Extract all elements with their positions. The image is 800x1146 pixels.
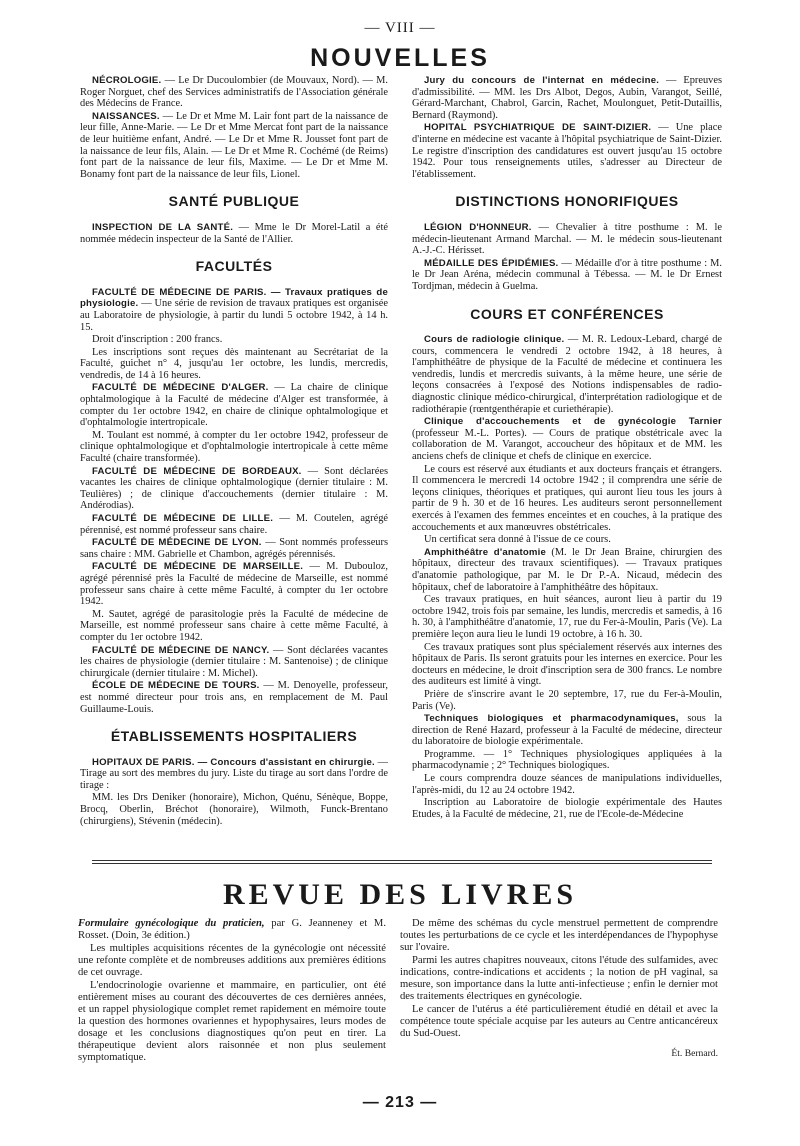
paragraph xyxy=(80,334,388,346)
paragraph xyxy=(412,773,722,796)
review-right-column xyxy=(400,918,718,1060)
heading-distinctions: DISTINCTIONS HONORIFIQUES xyxy=(455,193,679,210)
paragraph xyxy=(412,642,722,688)
paragraph-lead: FACULTÉ DE MÉDECINE DE PARIS. — Travaux pratiques de physiologie. xyxy=(80,286,388,310)
paragraph-text: Droit d'inscription : 200 francs. xyxy=(92,334,223,346)
paragraph xyxy=(412,749,722,772)
paragraph-text: — Sont nommés professeurs sans chaire : MM. Gabrielle et Chambon, agrégés pérennisés. xyxy=(80,537,389,560)
paragraph xyxy=(80,75,388,110)
book-authors: par G. Jeanneney et M. Rosset. (Doin, 3e édition.) xyxy=(78,918,386,941)
paragraph xyxy=(412,416,722,462)
cours-block xyxy=(412,334,722,820)
paragraph-text: — M. Coutelen, agrégé pérennisé, est nommé professeur sans chaire. xyxy=(80,513,389,536)
paragraph xyxy=(80,513,388,536)
internat-block xyxy=(412,75,722,180)
paragraph-lead: Techniques biologiques et pharmacodynamiques, xyxy=(424,713,679,725)
paragraph-text: Ces travaux pratiques, en huit séances, auront lieu à partir du 19 octobre 1942, trois fois par semaine, les lundis, mercredis et samedis, à 16 h. 30, à l'amphithéâtre d'anatomie, 17, rue du Fer-à-Moulin, Paris (Ve). La première leçon aura lieu le lundi 19 octobre, à 16 h. 30. xyxy=(412,594,722,640)
paragraph-text: — Sont déclarées vacantes les chaires de physiologie (dernier titulaire : M. Santenoise) ; de clinique chirurgicale (dernier titulaire : M. Michel). xyxy=(80,644,388,679)
paragraph xyxy=(412,464,722,534)
paragraph-text: M. Toulant est nommé, à compter du 1er octobre 1942, professeur de clinique ophtalmologique et d'ophtalmologie intertropicale à cette même Faculté (chaire transformée). xyxy=(80,429,388,465)
paragraph xyxy=(412,75,722,121)
heading-sante-publique: SANTÉ PUBLIQUE xyxy=(168,193,300,210)
paragraph xyxy=(80,466,388,512)
paragraph-text: — La chaire de clinique ophtalmologique à la Faculté de médecine d'Alger est transformée, à compter du 1er octobre 1942, en chaire de clinique ophtalmologique et d'ophtalmologie intertropicale. xyxy=(80,382,388,429)
paragraph xyxy=(412,534,722,546)
paragraph xyxy=(412,122,722,180)
paragraph-lead: Cours de radiologie clinique. xyxy=(424,334,565,346)
paragraph xyxy=(80,347,388,382)
paragraph-lead: HOPITAL PSYCHIATRIQUE DE SAINT-DIZIER. xyxy=(424,122,652,134)
paragraph xyxy=(80,287,388,333)
paragraph-lead: Jury du concours de l'internat en médecine. xyxy=(424,75,660,86)
paragraph xyxy=(412,258,722,293)
paragraph xyxy=(80,561,388,607)
paragraph xyxy=(80,680,388,715)
paragraph: Parmi les autres chapitres nouveaux, citons l'étude des sulfamides, avec indications, contre-indications et accidents ; la notion de pH vaginal, sa mesure, son importance dans la lutte anti-infectieuse ; enfin le dernier mot des traitements électriques en gynécologie. xyxy=(400,955,718,1002)
section-divider-thin xyxy=(92,863,712,864)
review-right-text xyxy=(400,918,718,1040)
paragraph-text: Inscription au Laboratoire de biologie expérimentale des Hautes Etudes, à la Faculté de médecine, 21, rue de l'Ecole-de-Médecine xyxy=(412,797,722,820)
paragraph-text: — M. Dubouloz, agrégé pérennisé près la Faculté de médecine de Marseille, est nommé professeur sans chaire à cette même Faculté, à compter du 1er octobre 1942. xyxy=(80,561,388,608)
paragraph-text: Les inscriptions sont reçues dès maintenant au Secrétariat de la Faculté, guichet n° 4, jusqu'au 1er octobre, les lundis, mercredis, vendredis, de 14 à 16 heures. xyxy=(80,346,388,381)
right-column xyxy=(412,75,722,821)
paragraph-lead: NAISSANCES. xyxy=(92,110,160,122)
paragraph-lead: ÉCOLE DE MÉDECINE DE TOURS. xyxy=(92,680,260,692)
section-divider xyxy=(92,860,712,861)
paragraph xyxy=(80,757,388,792)
paragraph xyxy=(80,382,388,428)
paragraph xyxy=(80,430,388,465)
paragraph-lead: FACULTÉ DE MÉDECINE DE LILLE. xyxy=(92,513,274,524)
paragraph-text: — Médaille d'or à titre posthume : M. le Dr Jean Aréna, médecin communal à Tébessa. — M. le Dr Ernest Tordjman, médecin à Guelma. xyxy=(412,257,722,292)
paragraph xyxy=(412,222,722,257)
book-title: Formulaire gynécologique du praticien, xyxy=(78,918,265,929)
paragraph-text: MM. les Drs Deniker (honoraire), Michon, Quénu, Sénèque, Boppe, Brocq, Oberlin, Bréchot (honoraire), Wilmoth, Funck-Brentano (chirurgiens), Stévenin (médecin). xyxy=(80,792,388,827)
paragraph xyxy=(80,111,388,181)
paragraph-text: — Chevalier à titre posthume : M. le médecin-lieutenant Armand Marchal. — M. le médecin sous-lieutenant A.-J.-C. Hérisset. xyxy=(412,221,722,257)
paragraph-lead: Amphithéâtre d'anatomie xyxy=(424,546,547,558)
heading-etablissements: ÉTABLISSEMENTS HOSPITALIERS xyxy=(110,728,358,745)
left-column xyxy=(80,75,388,828)
paragraph-lead: FACULTÉ DE MÉDECINE DE NANCY. xyxy=(92,644,270,656)
paragraph xyxy=(80,792,388,827)
paragraph-lead: INSPECTION DE LA SANTÉ. xyxy=(92,221,234,233)
paragraph-lead: FACULTÉ DE MÉDECINE D'ALGER. xyxy=(92,382,269,394)
paragraph-text: — Le Dr Ducoulombier (de Mouvaux, Nord). — M. Roger Norguet, chef des Services administratifs de l'Association générale des Médecins de France. xyxy=(80,75,388,110)
paragraph-text: (professeur M.-L. Portes). — Cours de pratique obstétricale avec la collaboration de M. Varangot, accoucheur des hôpitaux et de MM. les anciens chefs de clinique et chefs de clinique en exercice. xyxy=(412,427,722,463)
paragraph xyxy=(80,537,388,560)
paragraph-text: — Mme le Dr Morel-Latil a été nommée médecin inspecteur de la Santé de l'Allier. xyxy=(80,221,389,245)
paragraph xyxy=(412,594,722,640)
paragraph-text: sous la direction de René Hazard, professeur à la Faculté de médecine, directeur du laboratoire de biologie expérimentale. xyxy=(412,713,722,748)
distinctions-block xyxy=(412,222,722,293)
paragraph-text: Programme. — 1° Techniques physiologiques appliquées à la pharmacodynamie ; 2° Techniques biologiques. xyxy=(412,748,722,772)
review-citation xyxy=(78,918,386,942)
paragraph: Les multiples acquisitions récentes de la gynécologie ont nécessité une refonte complète et de nombreuses additions aux premières éditions de cet ouvrage. xyxy=(78,943,386,978)
paragraph-text: Ces travaux pratiques sont plus spécialement réservés aux internes des hôpitaux de Paris. Ils seront gratuits pour les internes en exercice. Pour les docteurs en médecine, le droit d'inscription sera de 300 francs. Le nombre des auditeurs est limité à vingt. xyxy=(412,641,722,688)
heading-facultes: FACULTÉS xyxy=(195,258,273,275)
paragraph-text: — M. R. Ledoux-Lebard, chargé de cours, commencera le vendredi 2 octobre 1942, à 18 heures, à l'amphithéâtre de physique de la Faculté de médecine et continuera les vendredis, lundis et mercredis suivants, à la même heure, une série de leçons consacrées à l'exposé des Notions indispensables de radio-diagnostic clinique médico-chirurgical, d'interprétation radiologique et de radiothérapie (rœntgenthérapie et curiethérapie). xyxy=(412,334,722,415)
paragraph-text: — Epreuves d'admissibilité. — MM. les Drs Albot, Degos, Aubin, Varangot, Seillé, Gérard-Marchant, Chabrol, Garcin, Rachet, Moulonguet, Petit-Dutaillis, Bernard (Raymond). xyxy=(412,75,723,121)
folio: — VIII — xyxy=(364,20,436,36)
paragraph-text: — Tirage au sort des membres du jury. Liste du tirage au sort dans l'ordre de tirage : xyxy=(80,756,388,791)
paragraph-lead: FACULTÉ DE MÉDECINE DE LYON. xyxy=(92,537,262,549)
paragraph-lead: MÉDAILLE DES ÉPIDÉMIES. xyxy=(424,257,559,269)
paragraph-text: Prière de s'inscrire avant le 20 septembre, 17, rue du Fer-à-Moulin, Paris (Ve). xyxy=(412,688,722,712)
sante-paragraph xyxy=(80,222,388,245)
paragraph-text: — Une place d'interne en médecine est vacante à l'hôpital psychiatrique de Saint-Dizier. Le registre d'inscription des candidatures est ouvert jusqu'au 15 octobre 1942. Pour tous renseignements utiles, s'adresser au Directeur de l'établissement. xyxy=(412,122,722,180)
paragraph-lead: HOPITAUX DE PARIS. — Concours d'assistant en chirurgie. xyxy=(92,756,375,768)
review-signature: Ét. Bernard. xyxy=(671,1048,718,1059)
paragraph xyxy=(80,609,388,644)
paragraph-text: (M. le Dr Jean Braine, chirurgien des hôpitaux, directeur des travaux scientifiques). — Travaux pratiques d'anatomie pathologique, par M. le Dr P.-A. Nicaud, médecin des hôpitaux, chef de laboratoire à l'amphithéâtre des hôpitaux. xyxy=(412,546,722,593)
paragraph-lead: FACULTÉ DE MÉDECINE DE MARSEILLE. xyxy=(92,561,304,573)
paragraph xyxy=(412,547,722,593)
paragraph-text: Le cours comprendra douze séances de manipulations individuelles, l'après-midi, du 12 au 24 octobre 1942. xyxy=(412,773,722,796)
paragraph-lead: LÉGION D'HONNEUR. xyxy=(424,221,532,233)
paragraph-text: M. Sautet, agrégé de parasitologie près la Faculté de médecine de Marseille, est nommé professeur sans chaire à cette même Faculté, à compter du 1er octobre 1942. xyxy=(80,608,388,643)
paragraph-lead: Clinique d'accouchements et de gynécologie Tarnier xyxy=(424,416,722,428)
paragraph-text: — Une série de revision de travaux pratiques est organisée au Laboratoire de physiologie, à partir du lundi 5 octobre 1942, à 14 h. 15. xyxy=(80,298,388,333)
paragraph-text: — M. Denoyelle, professeur, est nommé directeur pour trois ans, en remplacement de M. Paul Guillaume-Louis. xyxy=(80,680,388,715)
paragraph xyxy=(80,645,388,680)
paragraph: L'endocrinologie ovarienne et mammaire, en particulier, ont été entièrement mises au courant des découvertes de ces dernières années, et un rappel physiologique complet remet rapidement en mémoire toute la question des hormones ovariennes et hypophysaires, leurs modes de dosage et les conclusions diagnostiques qu'on peut en tirer. La thérapeutique devient alors raisonnée et non plus seulement symptomatique. xyxy=(78,980,386,1063)
paragraph-text: Le cours est réservé aux étudiants et aux docteurs français et étrangers. Il commencera le mercredi 14 octobre 1942 ; il comprendra une série de leçons cliniques, théoriques et pratiques, qui auront lieu tous les jours à partir de 9 h. 30 et de 16 heures. Les auditeurs seront personnellement exercés à l'examen des femmes enceintes et en couches, à la pratique des accouchements et aux manœuvres obstétricales. xyxy=(412,463,722,533)
facultes-block xyxy=(80,287,388,715)
section-title-nouvelles: NOUVELLES xyxy=(310,44,490,72)
paragraph-lead: NÉCROLOGIE. xyxy=(92,75,162,86)
paragraph: Le cancer de l'utérus a été particulièrement étudié en détail et avec la compétence toute spéciale acquise par les auteurs au Centre anticancéreux du Sud-Ouest. xyxy=(400,1004,718,1039)
paragraph xyxy=(412,797,722,820)
paragraph xyxy=(412,713,722,748)
review-left-text xyxy=(78,943,386,1064)
paragraph-text: — Sont déclarées vacantes les chaires de clinique ophtalmologique (dernier titulaire : M. Teulières) ; de clinique d'accouchements (dernier titulaire : M. Andérodias). xyxy=(80,465,388,512)
review-left-column xyxy=(78,918,386,1065)
obituary-births-block xyxy=(80,75,388,180)
etablissements-block xyxy=(80,757,388,828)
heading-revue-des-livres: REVUE DES LIVRES xyxy=(222,878,578,911)
paragraph xyxy=(412,334,722,415)
paragraph-text: — Le Dr et Mme M. Lair font part de la naissance de leur fille, Anne-Marie. — Le Dr et Mme Mercat font part de la naissance de leur huitième enfant, André. — Le Dr et Mme R. Jousset font part de la naissance de leur fils, Alain. — Le Dr et Mme R. Cochémé (de Reims) font part de la naissance de leur fils, Maxime. — Le Dr et Mme M. Bonamy font part de la naissance de leur fils, Lionel. xyxy=(80,110,388,180)
paragraph-text: Un certificat sera donné à l'issue de ce cours. xyxy=(424,534,611,546)
heading-cours: COURS ET CONFÉRENCES xyxy=(470,305,664,322)
paragraph: De même des schémas du cycle menstruel permettent de comprendre toutes les perturbations de ce cycle et les interdépendances de l'hypophyse sur l'ovaire. xyxy=(400,918,718,953)
page-number: — 213 — xyxy=(362,1094,438,1111)
paragraph-lead: FACULTÉ DE MÉDECINE DE BORDEAUX. xyxy=(92,465,302,477)
paragraph xyxy=(412,689,722,712)
